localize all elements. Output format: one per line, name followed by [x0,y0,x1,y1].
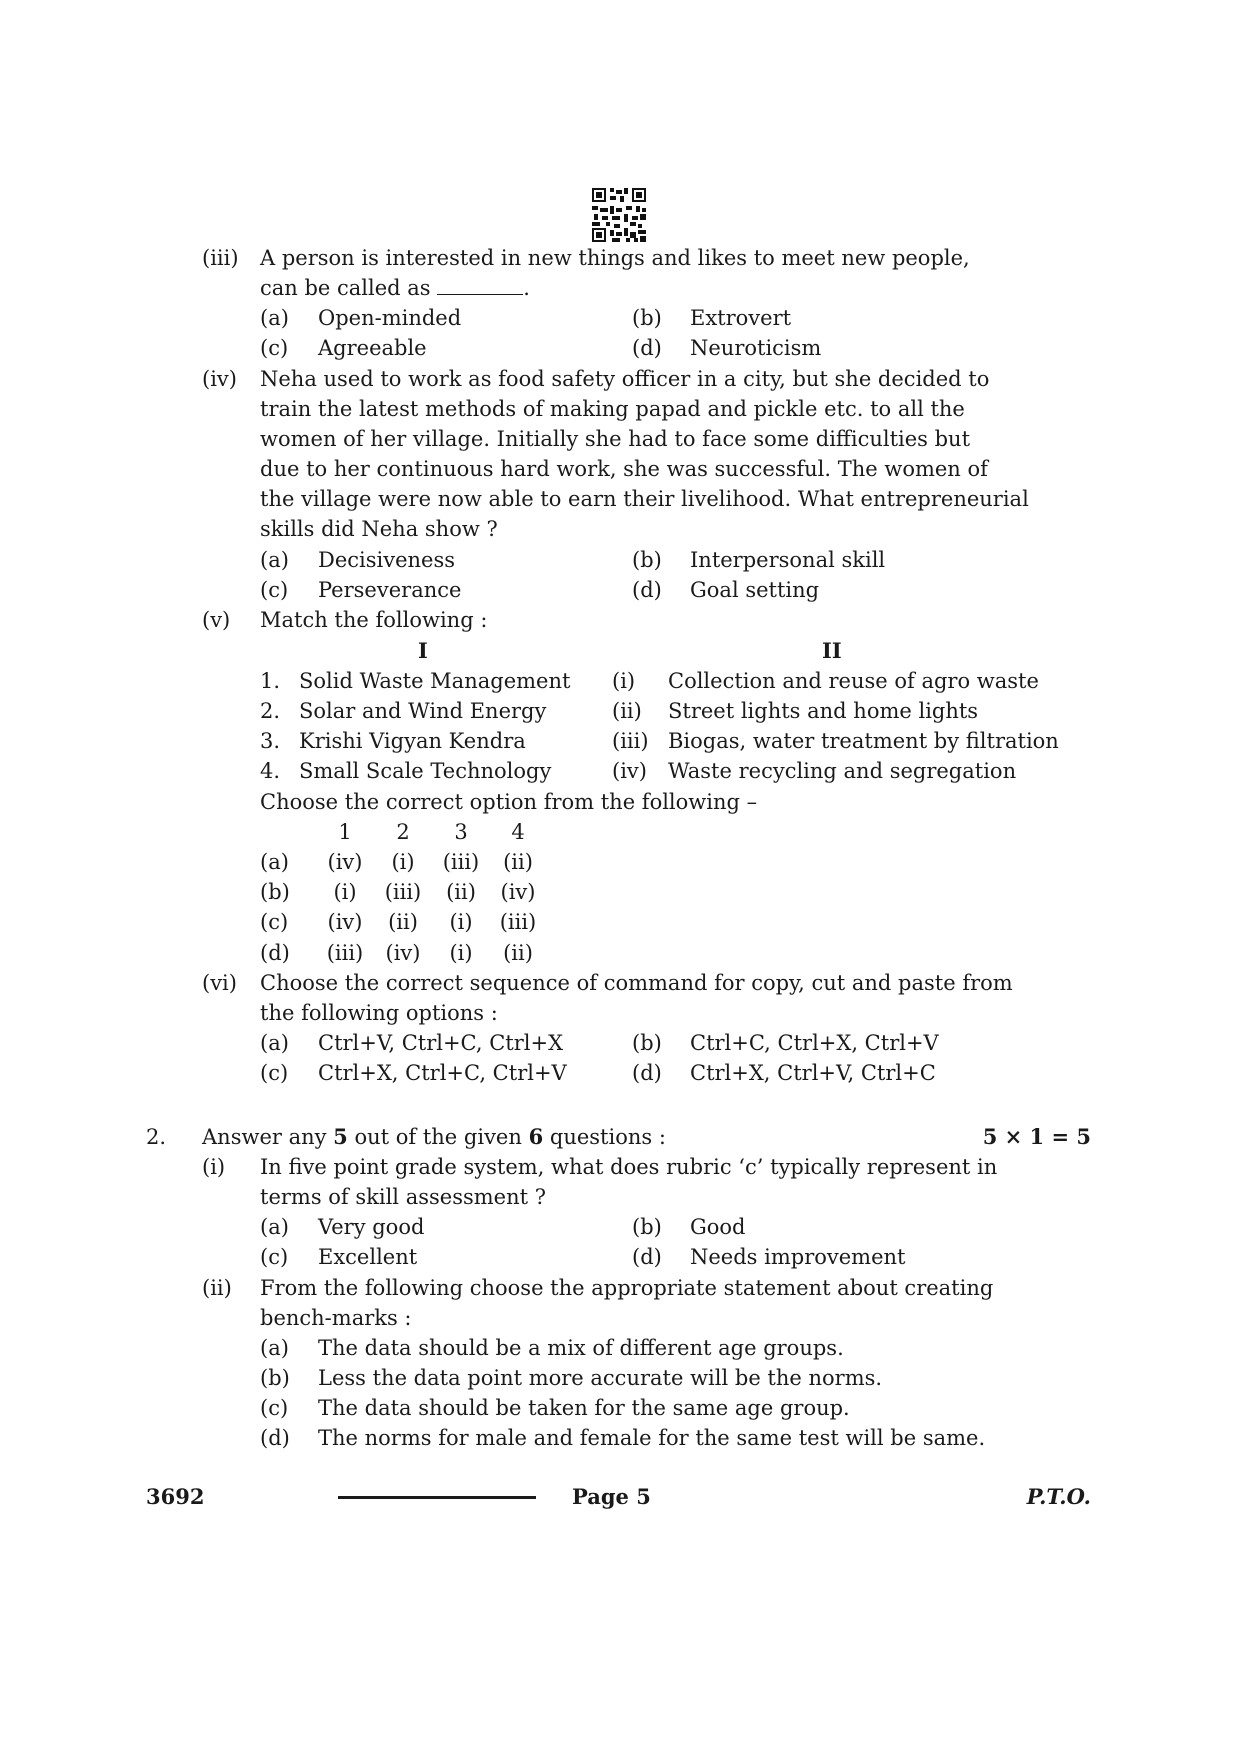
table-heading: 3 [454,820,468,844]
option-label: (a) [260,1031,289,1055]
question-number: (iii) [202,246,239,270]
match-number: 1. [260,669,281,693]
option-label: (b) [260,1366,290,1390]
footer-rule [338,1496,536,1499]
match-number: 3. [260,729,281,753]
question-text: A person is interested in new things and likes to meet new people, [260,246,970,270]
table-cell: (i) [333,880,357,904]
question-text: terms of skill assessment ? [260,1185,546,1209]
match-number: 4. [260,759,281,783]
question-text: Neha used to work as food safety officer in a city, but she decided to [260,367,990,391]
match-item: Krishi Vigyan Kendra [299,729,526,753]
table-cell: (ii) [503,850,533,874]
question-text: the following options : [260,1001,498,1025]
option-text: Goal setting [690,578,820,602]
option-text: Agreeable [318,336,427,360]
option-label: (c) [260,1061,289,1085]
option-label: (c) [260,910,289,934]
table-cell: (iii) [442,850,480,874]
match-item: Street lights and home lights [668,699,979,723]
question-text: women of her village. Initially she had to face some difficulties but [260,427,971,451]
option-label: (d) [260,1426,290,1450]
match-item: Solid Waste Management [299,669,571,693]
option-label: (c) [260,1396,289,1420]
option-text: Ctrl+V, Ctrl+C, Ctrl+X [318,1031,564,1055]
table-cell: (ii) [503,941,533,965]
option-label: (a) [260,1215,289,1239]
question-number: (i) [202,1155,226,1179]
question-text: In five point grade system, what does rubric ‘c’ typically represent in [260,1155,998,1179]
match-item: Waste recycling and segregation [668,759,1017,783]
qr-code [592,188,646,242]
option-text: Good [690,1215,746,1239]
match-number: (iii) [612,729,649,753]
table-cell: (i) [449,910,473,934]
option-label: (a) [260,548,289,572]
option-text: Extrovert [690,306,792,330]
column-heading: I [418,638,428,663]
match-item: Biogas, water treatment by filtration [668,729,1059,753]
table-cell: (iv) [500,880,536,904]
option-text: Decisiveness [318,548,456,572]
option-label: (c) [260,336,289,360]
option-text: Ctrl+X, Ctrl+V, Ctrl+C [690,1061,936,1085]
option-text: Interpersonal skill [690,548,886,572]
option-text: Open-minded [318,306,462,330]
option-text: The data should be taken for the same age group. [318,1396,850,1420]
question-text: train the latest methods of making papad and pickle etc. to all the [260,397,965,421]
question-text: Match the following : [260,608,488,632]
option-text: Perseverance [318,578,462,602]
match-item: Collection and reuse of agro waste [668,669,1039,693]
question-number: 2. [146,1125,167,1149]
option-label: (b) [632,306,662,330]
option-label: (d) [632,336,662,360]
option-label: (d) [632,1061,662,1085]
option-text: Very good [318,1215,425,1239]
question-text: can be called as . [260,276,530,300]
table-cell: (i) [449,941,473,965]
match-number: (iv) [612,759,647,783]
question-text: Choose the correct option from the following – [260,790,758,814]
match-number: 2. [260,699,281,723]
question-number: (iv) [202,367,237,391]
table-cell: (iii) [326,941,364,965]
question-text: From the following choose the appropriate statement about creating [260,1276,994,1300]
question-instruction: Answer any 5 out of the given 6 questions : [202,1124,666,1149]
table-heading: 1 [338,820,352,844]
question-number: (ii) [202,1276,232,1300]
option-label: (d) [632,1245,662,1269]
option-text: Neuroticism [690,336,822,360]
option-text: The norms for male and female for the same test will be same. [318,1426,986,1450]
option-label: (b) [632,548,662,572]
table-cell: (iii) [384,880,422,904]
table-heading: 2 [396,820,410,844]
column-heading: II [822,638,842,663]
option-label: (a) [260,850,289,874]
option-label: (a) [260,306,289,330]
table-cell: (ii) [446,880,476,904]
option-label: (a) [260,1336,289,1360]
option-label: (d) [260,941,290,965]
answer-blank [437,276,523,295]
match-item: Solar and Wind Energy [299,699,547,723]
option-text: Ctrl+X, Ctrl+C, Ctrl+V [318,1061,567,1085]
option-text: Needs improvement [690,1245,906,1269]
pto-label: P.T.O. [1026,1484,1091,1509]
question-number: (vi) [202,971,237,995]
paper-code: 3692 [146,1484,205,1509]
table-cell: (iv) [385,941,421,965]
table-cell: (ii) [388,910,418,934]
option-label: (c) [260,1245,289,1269]
option-label: (d) [632,578,662,602]
question-text: the village were now able to earn their livelihood. What entrepreneurial [260,487,1029,511]
match-number: (ii) [612,699,642,723]
marks-allocation: 5 × 1 = 5 [982,1124,1091,1149]
question-text: due to her continuous hard work, she was successful. The women of [260,457,988,481]
table-cell: (i) [391,850,415,874]
page-number: Page 5 [572,1484,651,1509]
option-label: (b) [260,880,290,904]
table-cell: (iv) [327,910,363,934]
question-number: (v) [202,608,231,632]
option-text: Excellent [318,1245,418,1269]
question-text: Choose the correct sequence of command for copy, cut and paste from [260,971,1013,995]
match-item: Small Scale Technology [299,759,552,783]
table-heading: 4 [511,820,525,844]
option-label: (c) [260,578,289,602]
option-label: (b) [632,1031,662,1055]
option-text: The data should be a mix of different age groups. [318,1336,844,1360]
question-text: bench-marks : [260,1306,412,1330]
table-cell: (iv) [327,850,363,874]
table-cell: (iii) [499,910,537,934]
option-text: Less the data point more accurate will be the norms. [318,1366,883,1390]
match-number: (i) [612,669,636,693]
question-text: skills did Neha show ? [260,517,498,541]
option-label: (b) [632,1215,662,1239]
option-text: Ctrl+C, Ctrl+X, Ctrl+V [690,1031,939,1055]
